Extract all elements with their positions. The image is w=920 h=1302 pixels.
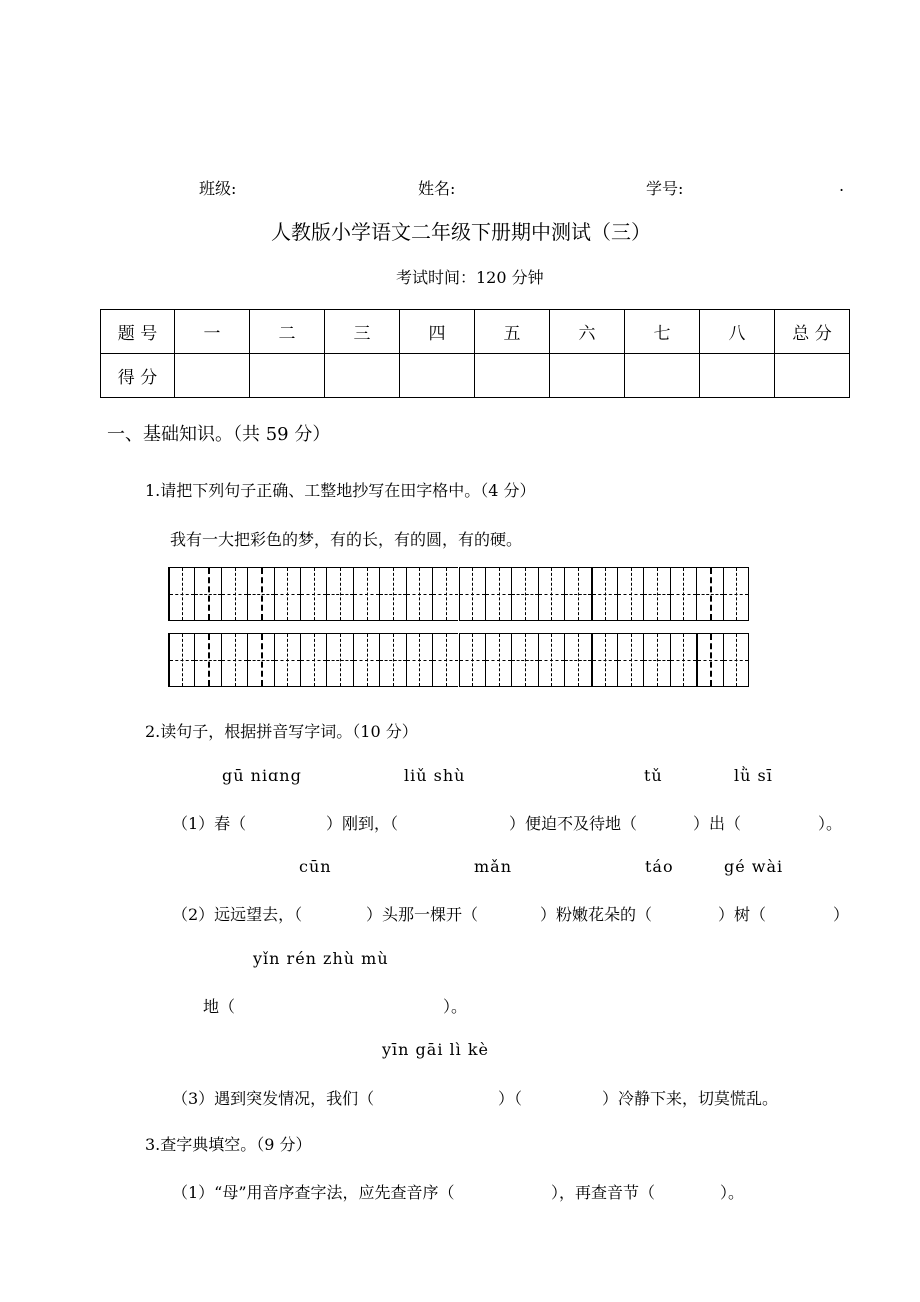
pinyin: tǔ	[644, 766, 663, 785]
q2-line3-part: ）冷静下来，切莫慌乱。	[602, 1089, 779, 1108]
score-input-cell[interactable]	[250, 354, 325, 398]
header-end-dot: .	[839, 176, 845, 195]
tianzige-cell[interactable]	[353, 567, 379, 621]
tianzige-cell[interactable]	[670, 633, 696, 687]
q2-line2b-part: 地（	[203, 997, 236, 1016]
tianzige-cell[interactable]	[221, 567, 247, 621]
tianzige-cell[interactable]	[326, 633, 352, 687]
class-label: 班级:	[199, 179, 237, 198]
q2-line2-part: ）	[833, 905, 850, 924]
tianzige-cell[interactable]	[274, 633, 300, 687]
tianzige-cell[interactable]	[538, 567, 564, 621]
score-table-cell: 七	[625, 310, 700, 354]
tianzige-cell[interactable]	[485, 567, 511, 621]
q2-line1-part: ）便迫不及待地（	[509, 814, 638, 833]
score-input-cell[interactable]	[175, 354, 250, 398]
tianzige-cell[interactable]	[723, 567, 749, 621]
tianzige-cell[interactable]	[485, 633, 511, 687]
score-table-header-row	[101, 310, 850, 354]
q3-line1-part: （1）“母”用音序查字法，应先查音序（	[172, 1183, 455, 1202]
q3-prompt: 3.查字典填空。（9 分）	[145, 1135, 312, 1154]
tianzige-cell[interactable]	[221, 633, 247, 687]
score-input-cell[interactable]	[400, 354, 475, 398]
score-input-cell[interactable]	[325, 354, 400, 398]
tianzige-cell[interactable]	[194, 567, 220, 621]
pinyin: gé wài	[724, 857, 784, 876]
score-table-cell: 三	[325, 310, 400, 354]
tianzige-cell[interactable]	[168, 633, 194, 687]
pinyin: mǎn	[474, 857, 513, 876]
tianzige-cell[interactable]	[353, 633, 379, 687]
tianzige-cell[interactable]	[564, 633, 590, 687]
tianzige-cell[interactable]	[247, 567, 273, 621]
pinyin: táo	[645, 857, 674, 876]
tianzige-cell[interactable]	[723, 633, 749, 687]
score-row-label: 得 分	[101, 354, 175, 398]
tianzige-cell[interactable]	[591, 567, 617, 621]
tianzige-cell[interactable]	[643, 633, 669, 687]
tianzige-cell[interactable]	[432, 633, 458, 687]
tianzige-cell[interactable]	[379, 567, 405, 621]
tianzige-cell[interactable]	[247, 633, 273, 687]
score-input-cell[interactable]	[475, 354, 550, 398]
tianzige-row-1[interactable]	[168, 567, 749, 621]
tianzige-cell[interactable]	[670, 567, 696, 621]
q2-line1-part: ）刚到，（	[326, 814, 399, 833]
score-table-cell: 四	[400, 310, 475, 354]
score-table-cell: 六	[550, 310, 625, 354]
tianzige-cell[interactable]	[696, 633, 722, 687]
tianzige-cell[interactable]	[617, 633, 643, 687]
score-table-cell: 五	[475, 310, 550, 354]
tianzige-cell[interactable]	[300, 567, 326, 621]
score-input-cell[interactable]	[550, 354, 625, 398]
score-table-cell: 总 分	[775, 310, 850, 354]
q2-line2-part: ）头那一棵开（	[366, 905, 479, 924]
q2-line2-part: ）树（	[718, 905, 767, 924]
tianzige-cell[interactable]	[511, 633, 537, 687]
tianzige-cell[interactable]	[459, 567, 485, 621]
tianzige-cell[interactable]	[696, 567, 722, 621]
tianzige-cell[interactable]	[432, 567, 458, 621]
pinyin: yīn gāi lì kè	[382, 1040, 490, 1059]
pinyin: cūn	[299, 857, 332, 876]
q2-line2-part: ）粉嫩花朵的（	[540, 905, 653, 924]
q1-prompt: 1.请把下列句子正确、工整地抄写在田字格中。（4 分）	[145, 481, 536, 500]
tianzige-cell[interactable]	[406, 633, 432, 687]
q2-prompt: 2.读句子，根据拼音写字词。（10 分）	[145, 722, 418, 741]
exam-time: 考试时间：120 分钟	[396, 268, 544, 287]
score-table-cell: 八	[700, 310, 775, 354]
q2-line1-part: ）出（	[693, 814, 742, 833]
q2-line3-part: （3）遇到突发情况，我们（	[172, 1089, 375, 1108]
score-table-cell: 二	[250, 310, 325, 354]
tianzige-cell[interactable]	[274, 567, 300, 621]
score-input-cell[interactable]	[775, 354, 850, 398]
page-title: 人教版小学语文二年级下册期中测试（三）	[271, 220, 651, 244]
tianzige-cell[interactable]	[643, 567, 669, 621]
tianzige-cell[interactable]	[459, 633, 485, 687]
name-label: 姓名:	[418, 179, 456, 198]
tianzige-cell[interactable]	[326, 567, 352, 621]
score-table	[100, 309, 850, 398]
score-input-cell[interactable]	[625, 354, 700, 398]
score-table-cell: 题 号	[101, 310, 175, 354]
pinyin: liǔ shù	[404, 766, 466, 785]
tianzige-cell[interactable]	[300, 633, 326, 687]
student-id-label: 学号:	[646, 179, 684, 198]
tianzige-cell[interactable]	[194, 633, 220, 687]
q2-line2b-part: ）。	[443, 997, 468, 1016]
pinyin: yǐn rén zhù mù	[253, 949, 389, 968]
tianzige-cell[interactable]	[511, 567, 537, 621]
tianzige-cell[interactable]	[564, 567, 590, 621]
q2-line2-part: （2）远远望去，（	[172, 905, 303, 924]
q3-line1-part: ）。	[720, 1183, 745, 1202]
tianzige-cell[interactable]	[379, 633, 405, 687]
pinyin: gū niɑng	[222, 766, 302, 785]
q2-line1-part: ）。	[818, 814, 843, 833]
score-input-cell[interactable]	[700, 354, 775, 398]
tianzige-row-2[interactable]	[168, 633, 749, 687]
tianzige-cell[interactable]	[538, 633, 564, 687]
score-table-score-row	[101, 354, 850, 398]
q2-line1-part: （1）春（	[172, 814, 247, 833]
q3-line1-part: ），再查音节（	[551, 1183, 656, 1202]
score-table-cell: 一	[175, 310, 250, 354]
pinyin: lǜ sī	[734, 766, 773, 785]
q1-sentence: 我有一大把彩色的梦，有的长，有的圆，有的硬。	[170, 530, 523, 549]
tianzige-cell[interactable]	[591, 633, 617, 687]
section-1-heading: 一、基础知识。（共 59 分）	[107, 424, 331, 445]
tianzige-cell[interactable]	[617, 567, 643, 621]
tianzige-cell[interactable]	[168, 567, 194, 621]
tianzige-cell[interactable]	[406, 567, 432, 621]
q2-line3-part: ）（	[498, 1089, 523, 1108]
